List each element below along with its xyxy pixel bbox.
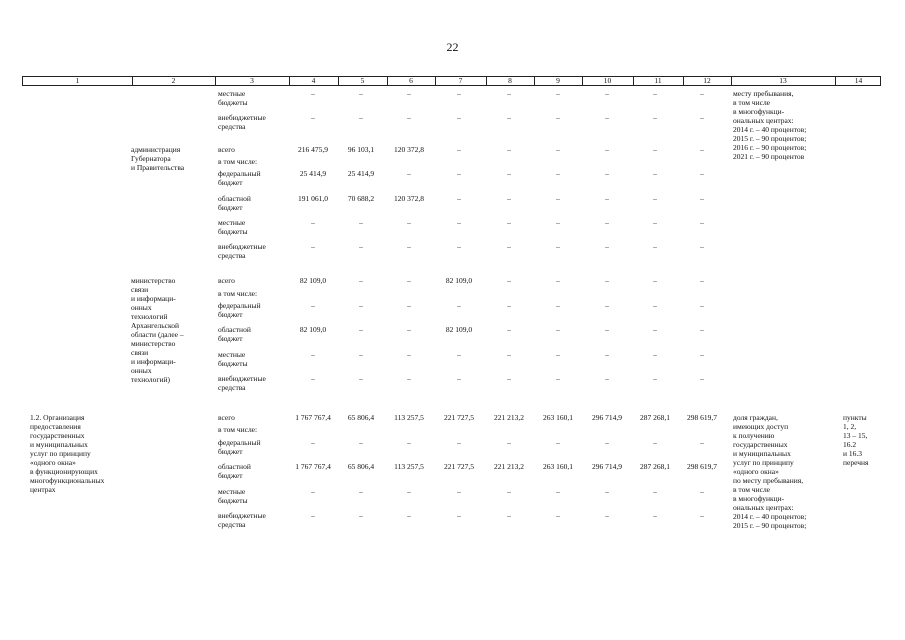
amount-r8-col8: – [507, 242, 511, 251]
funding-source-r4: в том числе: [218, 157, 258, 166]
amount-r12-col4: 82 109,0 [299, 325, 327, 334]
amount-r2-col11: – [653, 113, 657, 122]
amount-r18-col7: 221 727,5 [444, 462, 474, 471]
amount-r14-col8: – [507, 374, 511, 383]
amount-r13-col6: – [407, 350, 411, 359]
amount-r1-col12: – [700, 89, 704, 98]
column-header-5: 5 [360, 76, 365, 85]
amount-r12-col9: – [556, 325, 560, 334]
column-header-1: 1 [75, 76, 80, 85]
amount-r3-col5: 96 103,1 [347, 145, 375, 154]
amount-r3-col12: – [700, 145, 704, 154]
amount-r2-col6: – [407, 113, 411, 122]
amount-r14-col12: – [700, 374, 704, 383]
amount-r15-col4: 1 767 767,4 [295, 413, 331, 422]
funding-source-r13: местные бюджеты [218, 350, 248, 368]
funding-source-r5: федеральный бюджет [218, 169, 261, 187]
amount-r2-col5: – [359, 113, 363, 122]
amount-r14-col7: – [457, 374, 461, 383]
amount-r20-col4: – [311, 511, 315, 520]
amount-r7-col8: – [507, 218, 511, 227]
amount-r11-col4: – [311, 301, 315, 310]
amount-r12-col7: 82 109,0 [445, 325, 473, 334]
amount-r13-col10: – [605, 350, 609, 359]
amount-r12-col6: – [407, 325, 411, 334]
amount-r6-col6: 120 372,8 [394, 194, 424, 203]
amount-r1-col4: – [311, 89, 315, 98]
amount-r18-col11: 287 268,1 [640, 462, 670, 471]
amount-r17-col4: – [311, 438, 315, 447]
amount-r5-col5: 25 414,9 [347, 169, 375, 178]
column-header-8: 8 [508, 76, 512, 85]
amount-r8-col4: – [311, 242, 315, 251]
amount-r12-col5: – [359, 325, 363, 334]
amount-r11-col11: – [653, 301, 657, 310]
funding-source-r3: всего [218, 145, 235, 154]
funding-source-r18: областной бюджет [218, 462, 251, 480]
column-header-13: 13 [779, 76, 787, 85]
amount-r8-col6: – [407, 242, 411, 251]
amount-r13-col4: – [311, 350, 315, 359]
amount-r5-col12: – [700, 169, 704, 178]
amount-r11-col10: – [605, 301, 609, 310]
amount-r13-col9: – [556, 350, 560, 359]
amount-r15-col11: 287 268,1 [640, 413, 670, 422]
amount-r12-col10: – [605, 325, 609, 334]
amount-r18-col10: 296 714,9 [592, 462, 622, 471]
amount-r11-col9: – [556, 301, 560, 310]
amount-r3-col7: – [457, 145, 461, 154]
amount-r2-col7: – [457, 113, 461, 122]
funding-source-r1: местные бюджеты [218, 89, 248, 107]
amount-r5-col9: – [556, 169, 560, 178]
amount-r19-col10: – [605, 487, 609, 496]
amount-r5-col8: – [507, 169, 511, 178]
amount-r7-col5: – [359, 218, 363, 227]
amount-r11-col5: – [359, 301, 363, 310]
column-header-14: 14 [854, 76, 863, 85]
amount-r3-col10: – [605, 145, 609, 154]
amount-r13-col5: – [359, 350, 363, 359]
amount-r17-col9: – [556, 438, 560, 447]
amount-r19-col8: – [507, 487, 511, 496]
amount-r19-col4: – [311, 487, 315, 496]
amount-r5-col11: – [653, 169, 657, 178]
amount-r6-col12: – [700, 194, 704, 203]
amount-r20-col8: – [507, 511, 511, 520]
amount-r19-col11: – [653, 487, 657, 496]
amount-r8-col9: – [556, 242, 560, 251]
amount-r15-col8: 221 213,2 [494, 413, 524, 422]
amount-r18-col8: 221 213,2 [494, 462, 524, 471]
amount-r18-col5: 65 806,4 [347, 462, 375, 471]
funding-source-r10: в том числе: [218, 289, 258, 298]
amount-r6-col9: – [556, 194, 560, 203]
amount-r11-col12: – [700, 301, 704, 310]
amount-r2-col8: – [507, 113, 511, 122]
amount-r13-col7: – [457, 350, 461, 359]
amount-r20-col9: – [556, 511, 560, 520]
column-header-10: 10 [603, 76, 612, 85]
funding-source-r14: внебюджетные средства [218, 374, 266, 392]
amount-r3-col4: 216 475,9 [298, 145, 328, 154]
funding-source-r7: местные бюджеты [218, 218, 248, 236]
amount-r17-col11: – [653, 438, 657, 447]
amount-r20-col6: – [407, 511, 411, 520]
measure-1-2-title: 1.2. Организация предоставления государственных и муниципальных услуг по принципу «одного окна» в функционирующих многофункциональных центрах [30, 413, 105, 494]
amount-r1-col9: – [556, 89, 560, 98]
executor-ministry: министерство связи и информаци- онных технологий Архангельской области (далее – министерство связи и информаци- онных технологий) [131, 276, 184, 384]
amount-r13-col11: – [653, 350, 657, 359]
amount-r13-col8: – [507, 350, 511, 359]
amount-r11-col8: – [507, 301, 511, 310]
amount-r6-col11: – [653, 194, 657, 203]
column-number-header [22, 76, 881, 86]
column-header-12: 12 [703, 76, 711, 85]
list-reference: пункты 1, 2, 13 – 15, 16.2 и 16.3 перечня [843, 413, 869, 467]
amount-r7-col7: – [457, 218, 461, 227]
amount-r19-col9: – [556, 487, 560, 496]
amount-r7-col12: – [700, 218, 704, 227]
amount-r1-col8: – [507, 89, 511, 98]
amount-r12-col11: – [653, 325, 657, 334]
amount-r19-col5: – [359, 487, 363, 496]
amount-r6-col5: 70 688,2 [347, 194, 375, 203]
amount-r14-col4: – [311, 374, 315, 383]
amount-r5-col10: – [605, 169, 609, 178]
column-header-4: 4 [311, 76, 316, 85]
amount-r11-col6: – [407, 301, 411, 310]
column-header-9: 9 [556, 76, 560, 85]
amount-r8-col11: – [653, 242, 657, 251]
amount-r1-col11: – [653, 89, 657, 98]
amount-r19-col12: – [700, 487, 704, 496]
amount-r9-col5: – [359, 276, 363, 285]
amount-r6-col10: – [605, 194, 609, 203]
amount-r5-col6: – [407, 169, 411, 178]
page-number: 22 [446, 40, 459, 54]
amount-r9-col10: – [605, 276, 609, 285]
amount-r5-col7: – [457, 169, 461, 178]
funding-source-r11: федеральный бюджет [218, 301, 261, 319]
amount-r7-col4: – [311, 218, 315, 227]
amount-r19-col7: – [457, 487, 461, 496]
amount-r14-col11: – [653, 374, 657, 383]
amount-r18-col6: 113 257,5 [394, 462, 424, 471]
amount-r7-col10: – [605, 218, 609, 227]
amount-r9-col4: 82 109,0 [299, 276, 327, 285]
amount-r17-col5: – [359, 438, 363, 447]
amount-r17-col8: – [507, 438, 511, 447]
column-header-6: 6 [409, 76, 413, 85]
amount-r3-col6: 120 372,8 [394, 145, 424, 154]
amount-r9-col9: – [556, 276, 560, 285]
executor-administration: администрация Губернатора и Правительства [131, 145, 185, 172]
amount-r15-col6: 113 257,5 [394, 413, 424, 422]
amount-r11-col7: – [457, 301, 461, 310]
amount-r2-col10: – [605, 113, 609, 122]
amount-r3-col11: – [653, 145, 657, 154]
funding-source-r19: местные бюджеты [218, 487, 248, 505]
column-header-11: 11 [654, 76, 662, 85]
amount-r17-col12: – [700, 438, 704, 447]
amount-r1-col10: – [605, 89, 609, 98]
amount-r14-col5: – [359, 374, 363, 383]
amount-r3-col8: – [507, 145, 511, 154]
amount-r7-col6: – [407, 218, 411, 227]
amount-r1-col5: – [359, 89, 363, 98]
amount-r9-col7: 82 109,0 [445, 276, 473, 285]
amount-r17-col10: – [605, 438, 609, 447]
amount-r6-col8: – [507, 194, 511, 203]
amount-r6-col4: 191 061,0 [298, 194, 328, 203]
amount-r12-col12: – [700, 325, 704, 334]
funding-source-r9: всего [218, 276, 235, 285]
funding-source-r6: областной бюджет [218, 194, 251, 212]
amount-r1-col7: – [457, 89, 461, 98]
funding-source-r15: всего [218, 413, 235, 422]
amount-r8-col7: – [457, 242, 461, 251]
amount-r14-col6: – [407, 374, 411, 383]
amount-r15-col9: 263 160,1 [543, 413, 573, 422]
amount-r2-col9: – [556, 113, 560, 122]
amount-r8-col12: – [700, 242, 704, 251]
amount-r7-col11: – [653, 218, 657, 227]
amount-r2-col4: – [311, 113, 315, 122]
funding-source-r17: федеральный бюджет [218, 438, 261, 456]
amount-r9-col11: – [653, 276, 657, 285]
amount-r20-col11: – [653, 511, 657, 520]
amount-r12-col8: – [507, 325, 511, 334]
indicator-text-bottom: доля граждан, имеющих доступ к получению государственных и муниципальных услуг по принципу «одного окна» по месту пребывания, в том числе в многофункци- ональных центрах: 2014 г. – 40 процентов; 2015 г. – 90 процентов; [733, 413, 807, 530]
amount-r9-col12: – [700, 276, 704, 285]
indicator-text-top: месту пребывания, в том числе в многофункци- ональных центрах: 2014 г. – 40 процентов; 2015 г. – 90 процентов; 2016 г. – 90 процентов; 2021 г. – 90 процентов [733, 89, 807, 161]
amount-r15-col7: 221 727,5 [444, 413, 474, 422]
amount-r6-col7: – [457, 194, 461, 203]
amount-r15-col12: 298 619,7 [687, 413, 717, 422]
amount-r9-col6: – [407, 276, 411, 285]
amount-r20-col12: – [700, 511, 704, 520]
amount-r7-col9: – [556, 218, 560, 227]
amount-r5-col4: 25 414,9 [299, 169, 327, 178]
amount-r17-col7: – [457, 438, 461, 447]
amount-r13-col12: – [700, 350, 704, 359]
amount-r18-col9: 263 160,1 [543, 462, 573, 471]
amount-r20-col5: – [359, 511, 363, 520]
funding-source-r2: внебюджетные средства [218, 113, 266, 131]
amount-r15-col10: 296 714,9 [592, 413, 622, 422]
amount-r2-col12: – [700, 113, 704, 122]
column-header-2: 2 [171, 76, 176, 85]
funding-source-r20: внебюджетные средства [218, 511, 266, 529]
column-header-3: 3 [250, 76, 254, 85]
amount-r18-col4: 1 767 767,4 [295, 462, 331, 471]
amount-r9-col8: – [507, 276, 511, 285]
amount-r14-col9: – [556, 374, 560, 383]
amount-r8-col5: – [359, 242, 363, 251]
amount-r20-col10: – [605, 511, 609, 520]
amount-r15-col5: 65 806,4 [347, 413, 375, 422]
amount-r1-col6: – [407, 89, 411, 98]
amount-r19-col6: – [407, 487, 411, 496]
amount-r3-col9: – [556, 145, 560, 154]
funding-source-r12: областной бюджет [218, 325, 251, 343]
amount-r20-col7: – [457, 511, 461, 520]
amount-r18-col12: 298 619,7 [687, 462, 717, 471]
funding-source-r16: в том числе: [218, 425, 258, 434]
amount-r17-col6: – [407, 438, 411, 447]
funding-source-r8: внебюджетные средства [218, 242, 266, 260]
amount-r14-col10: – [605, 374, 609, 383]
column-header-7: 7 [458, 76, 463, 85]
amount-r8-col10: – [605, 242, 609, 251]
